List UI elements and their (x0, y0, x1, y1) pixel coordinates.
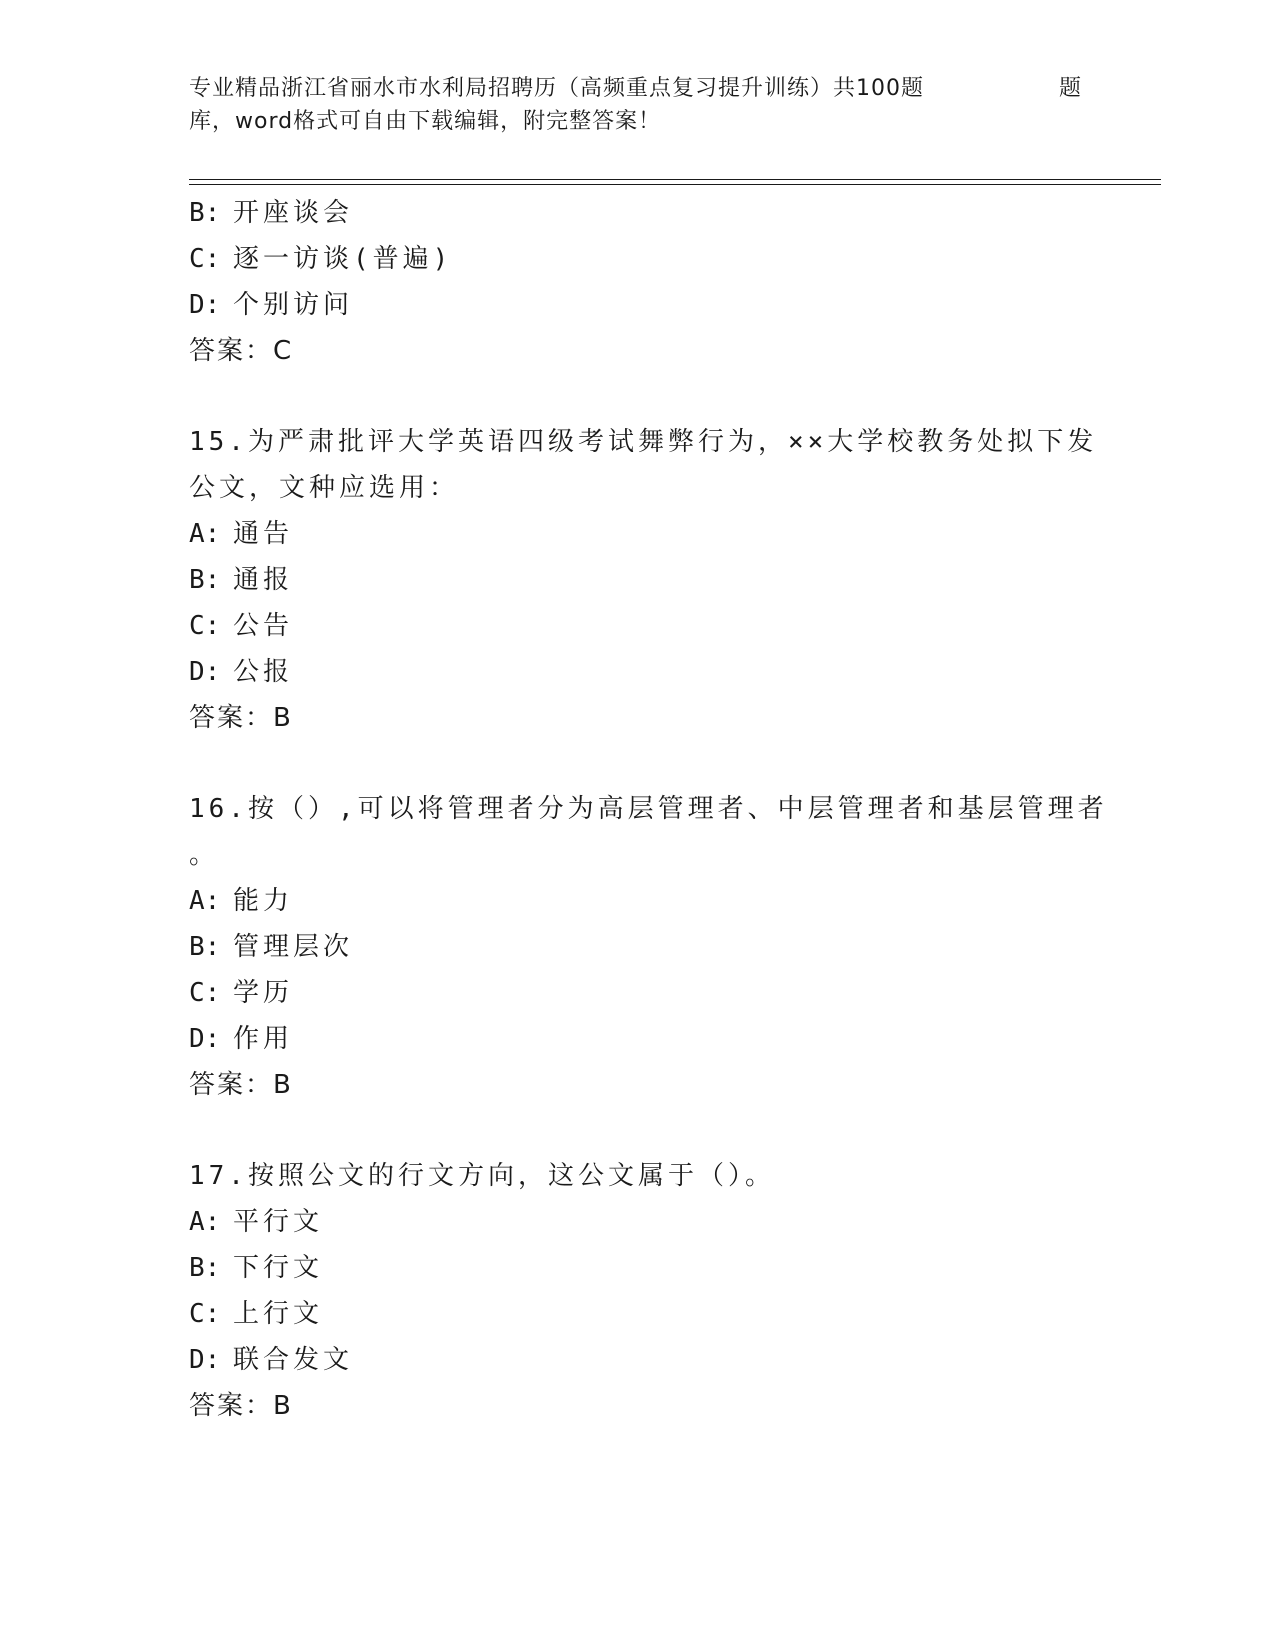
option-key: D: (189, 657, 221, 687)
option-d (189, 282, 1089, 328)
option-b (189, 557, 1089, 603)
option-key: B: (189, 198, 221, 228)
option-key: D: (189, 290, 221, 320)
answer-line: 答案：B (189, 1391, 293, 1421)
option-d (189, 1016, 1089, 1062)
option-a (189, 1199, 1089, 1245)
option-text: 下行文 (233, 1253, 324, 1283)
question-block-14 (189, 190, 1089, 374)
option-key: B: (189, 932, 221, 962)
option-text: 公告 (233, 611, 294, 641)
option-key: C: (189, 1299, 221, 1329)
question-text-continued: 。 (189, 840, 220, 870)
option-text: 逐一访谈(普遍) (233, 244, 453, 274)
option-d (189, 1337, 1089, 1383)
option-text: 学历 (233, 978, 294, 1008)
option-d (189, 649, 1089, 695)
option-key: A: (189, 1207, 221, 1237)
option-c (189, 970, 1089, 1016)
question-text: 17.按照公文的行文方向，这公文属于（）。 (189, 1161, 775, 1191)
option-key: D: (189, 1345, 221, 1375)
answer-line: 答案：C (189, 336, 294, 366)
option-key: A: (189, 519, 221, 549)
header-line-1-tail: 题 (1059, 76, 1083, 101)
header-divider-top (189, 179, 1161, 180)
option-text: 开座谈会 (233, 198, 354, 228)
option-c (189, 1291, 1089, 1337)
header-line-2: 库，word格式可自由下载编辑，附完整答案！ (189, 109, 662, 134)
option-text: 管理层次 (233, 932, 354, 962)
header-line-1: 专业精品浙江省丽水市水利局招聘历（高频重点复习提升训练）共100题 (189, 76, 924, 101)
option-text: 作用 (233, 1024, 294, 1054)
option-b (189, 1245, 1089, 1291)
option-b (189, 190, 1089, 236)
answer-line: 答案：B (189, 703, 293, 733)
option-key: C: (189, 244, 221, 274)
option-key: A: (189, 886, 221, 916)
question-block-17 (189, 1153, 1089, 1429)
option-text: 个别访问 (233, 290, 354, 320)
option-text: 平行文 (233, 1207, 324, 1237)
header-divider-bottom (189, 184, 1161, 185)
question-list (189, 190, 1108, 1429)
option-c (189, 236, 1089, 282)
document-header (189, 72, 1089, 138)
question-block-16 (189, 786, 1108, 1108)
question-block-15 (189, 419, 1098, 741)
question-text: 15.为严肃批评大学英语四级考试舞弊行为，××大学校教务处拟下发 (189, 427, 1098, 457)
option-text: 公报 (233, 657, 294, 687)
option-key: D: (189, 1024, 221, 1054)
option-text: 上行文 (233, 1299, 324, 1329)
option-text: 能力 (233, 886, 294, 916)
option-text: 通报 (233, 565, 294, 595)
question-text-continued: 公文，文种应选用： (189, 473, 460, 503)
option-key: B: (189, 565, 221, 595)
option-b (189, 924, 1089, 970)
question-text: 16.按（）,可以将管理者分为高层管理者、中层管理者和基层管理者 (189, 794, 1108, 824)
option-c (189, 603, 1089, 649)
option-key: C: (189, 978, 221, 1008)
option-key: B: (189, 1253, 221, 1283)
option-text: 联合发文 (233, 1345, 354, 1375)
answer-line: 答案：B (189, 1070, 293, 1100)
option-a (189, 511, 1089, 557)
option-text: 通告 (233, 519, 294, 549)
option-key: C: (189, 611, 221, 641)
option-a (189, 878, 1089, 924)
